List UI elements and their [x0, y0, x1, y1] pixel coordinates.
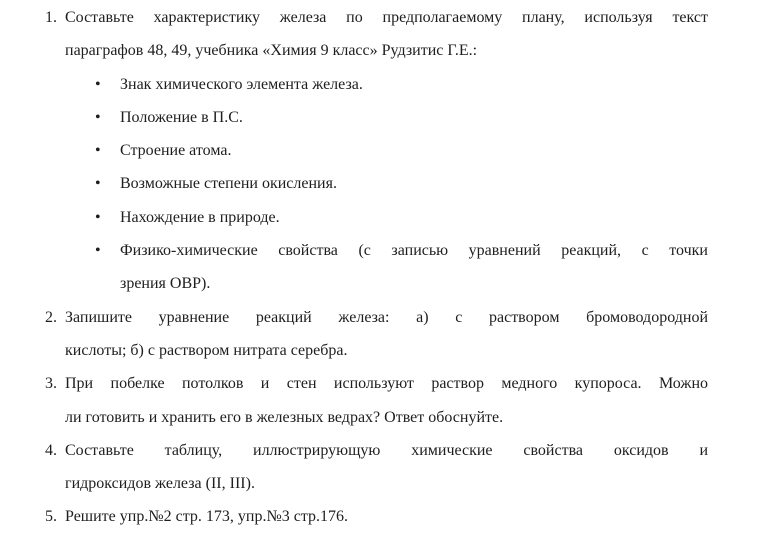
item-line: Решите упр.№2 стр. 173, упр.№3 стр.176. — [65, 508, 348, 526]
numbered-item-5 — [45, 500, 708, 533]
item-line: При побелке потолков и стен используют раствор медного купороса. Можно — [65, 375, 708, 393]
bullet-line: Физико-химические свойства (с записью уравнений реакций, с точки — [120, 242, 708, 260]
bullet-item — [65, 101, 708, 134]
bullet-icon: • — [95, 208, 101, 226]
item-line: ли готовить и хранить его в железных ведрах? Ответ обоснуйте. — [65, 408, 504, 426]
item-number: 4. — [45, 441, 57, 459]
item-line: Составьте характеристику железа по предполагаемому плану, используя текст — [65, 9, 708, 26]
item-number: 2. — [45, 308, 57, 326]
bullet-item — [65, 134, 708, 167]
bullet-line: Возможные степени окисления. — [120, 175, 337, 193]
bullet-item — [65, 167, 708, 200]
item-number: 5. — [45, 508, 57, 526]
bullet-item — [65, 68, 708, 101]
bullet-item — [65, 201, 708, 234]
bullet-line: зрения ОВР). — [120, 275, 211, 293]
bullet-line: Знак химического элемента железа. — [120, 75, 363, 93]
numbered-item-4 — [45, 434, 708, 501]
numbered-item-1 — [45, 1, 708, 301]
item-line: кислоты; б) с раствором нитрата серебра. — [65, 341, 348, 359]
bullet-icon: • — [95, 142, 101, 160]
bullet-icon: • — [95, 108, 101, 126]
bullet-line: Нахождение в природе. — [120, 208, 280, 226]
item-body — [65, 301, 708, 368]
bullet-list — [65, 68, 708, 301]
bullet-icon: • — [95, 75, 101, 93]
bullet-line: Строение атома. — [120, 142, 232, 160]
item-line: Запишите уравнение реакций железа: а) с раствором бромоводородной — [65, 308, 708, 326]
item-body — [65, 434, 708, 501]
numbered-item-2 — [45, 301, 708, 368]
bullet-icon: • — [95, 175, 101, 193]
item-number: 1. — [45, 9, 57, 26]
item-line: гидроксидов железа (II, III). — [65, 475, 255, 493]
item-body — [65, 367, 708, 434]
item-body — [65, 1, 708, 301]
bullet-line: Положение в П.С. — [120, 108, 243, 126]
item-body — [65, 500, 708, 533]
item-line: параграфов 48, 49, учебника «Химия 9 класс» Рудзитис Г.Е.: — [65, 42, 478, 60]
bullet-icon: • — [95, 242, 101, 260]
bullet-item — [65, 234, 708, 301]
item-number: 3. — [45, 375, 57, 393]
numbered-item-3 — [45, 367, 708, 434]
item-line: Составьте таблицу, иллюстрирующую химические свойства оксидов и — [65, 441, 708, 459]
